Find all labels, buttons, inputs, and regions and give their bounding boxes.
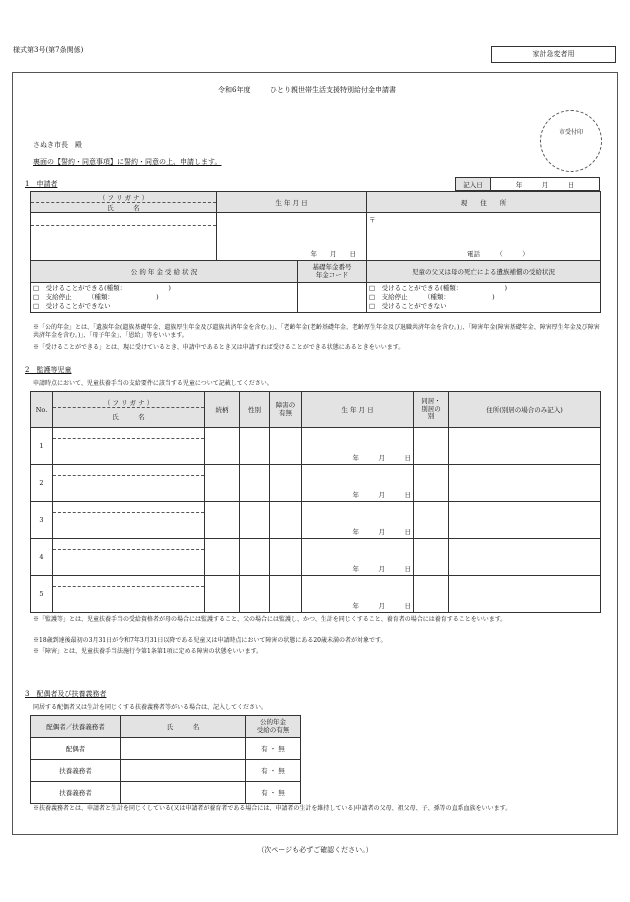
dependents-table <box>30 715 301 804</box>
sex-field[interactable] <box>240 576 270 613</box>
entry-date-label: 記入日 <box>456 178 491 191</box>
section1-note2: ※「受けることができる」とは、現に受けているとき、申請中であるとき又は申請すれば受けることができる状態にあるときをいいます。 <box>33 344 405 351</box>
section2-note1: ※「監護等」とは、児童扶養手当の受給資格者が母の場合には監護すること、父の場合には監護し、かつ、生計を同じくすること、養育者の場合には養育することをいいます。 <box>33 616 507 623</box>
pension-code-field[interactable] <box>298 283 367 313</box>
applicant-address-field[interactable] <box>367 213 601 261</box>
child-name-field[interactable] <box>53 539 205 576</box>
col-dob: 生 年 月 日 <box>302 392 414 428</box>
disability-field[interactable] <box>270 428 302 465</box>
section1-note1: ※「公的年金」とは、「遺族年金(遺族基礎年金、遺族厚生年金及び遺族共済年金を含む。)」、「老齢年金(老齢基礎年金、老齢厚生年金及び退職共済年金を含む。)」、「障害年金(障害基礎年金、障害厚生年金及び障害共済年金を含む。)」、「母子年金」、「恩給」等をいいます。 <box>33 324 600 339</box>
furigana-header: （ フ リ ガ ナ ） <box>31 193 216 203</box>
address-header: 現 住 所 <box>367 192 601 213</box>
section3-intro: 同居する配偶者又は生計を同じくする扶養義務者等がいる場合は、記入してください。 <box>33 704 268 711</box>
row-number: 5 <box>31 576 53 613</box>
page-title: ひとり親世帯生活支援特別給付金申請書 <box>270 86 396 94</box>
table-row <box>31 502 601 539</box>
children-table <box>30 391 601 613</box>
col-cohabitation: 同居・ 別居の 別 <box>414 392 449 428</box>
child-address-field[interactable] <box>449 576 601 613</box>
relation-field[interactable] <box>205 465 240 502</box>
child-dob-field[interactable]: 年 月 日 <box>302 465 414 502</box>
pension-yes-no[interactable]: 有 ・ 無 <box>246 782 301 804</box>
child-dob-field[interactable]: 年 月 日 <box>302 502 414 539</box>
child-address-field[interactable] <box>449 428 601 465</box>
col-relationship: 配偶者／扶養義務者 <box>31 716 121 738</box>
child-address-field[interactable] <box>449 502 601 539</box>
section3-heading: 3 配偶者及び扶養義務者 <box>25 690 107 698</box>
relation-field[interactable] <box>205 576 240 613</box>
disability-field[interactable] <box>270 465 302 502</box>
entry-date-field[interactable]: 年 月 日 <box>491 178 600 191</box>
table-row <box>31 428 601 465</box>
pension-yes-no[interactable]: 有 ・ 無 <box>246 738 301 760</box>
pension-status-header: 公 的 年 金 受 給 状 況 <box>31 261 298 283</box>
pension-option-cannot-receive[interactable]: □ 受けることができない <box>33 302 111 311</box>
table-row <box>31 539 601 576</box>
section1-heading: 1 申請者 <box>25 180 58 188</box>
bereavement-option-cannot-receive[interactable]: □ 受けることができない <box>369 302 447 311</box>
row-number: 4 <box>31 539 53 576</box>
col-dependent-name: 氏 名 <box>121 716 246 738</box>
child-address-field[interactable] <box>449 465 601 502</box>
dependent-name-field[interactable] <box>121 760 246 782</box>
child-name-field[interactable] <box>53 428 205 465</box>
relation-field[interactable] <box>205 428 240 465</box>
sex-field[interactable] <box>240 465 270 502</box>
dob-header: 生 年 月 日 <box>217 192 367 213</box>
child-dob-field[interactable]: 年 月 日 <box>302 576 414 613</box>
cohabitation-field[interactable] <box>414 576 449 613</box>
bereavement-option-suspended[interactable]: □ 支給停止 （種類： ) <box>369 292 495 301</box>
col-no: No. <box>31 392 53 428</box>
col-relation: 続柄 <box>205 392 240 428</box>
table-row <box>31 782 301 804</box>
postal-mark: 〒 <box>369 216 376 224</box>
child-dob-field[interactable]: 年 月 日 <box>302 428 414 465</box>
cohabitation-field[interactable] <box>414 428 449 465</box>
pension-option-suspended[interactable]: □ 支給停止 （種類： ) <box>33 292 159 301</box>
disability-field[interactable] <box>270 502 302 539</box>
reception-stamp: 市受付印 <box>540 110 602 172</box>
table-row <box>31 465 601 502</box>
entry-date-table <box>455 177 600 191</box>
section2-note2: ※18歳到達後最初の3月31日が令和7年3月31日以降である児童又は申請時点において障害の状態にある20歳未満の者が対象です。 <box>33 637 387 644</box>
pension-code-header: 基礎年金番号 年金コード <box>298 261 367 283</box>
section2-heading: 2 監護等児童 <box>25 366 72 374</box>
applicant-dob-field[interactable]: 年 月 日 <box>217 213 367 261</box>
col-address: 住所(別居の場合のみ記入) <box>449 392 601 428</box>
row-number: 1 <box>31 428 53 465</box>
name-header: 氏 名 <box>107 203 140 212</box>
pension-yes-no[interactable]: 有 ・ 無 <box>246 760 301 782</box>
child-address-field[interactable] <box>449 539 601 576</box>
disability-field[interactable] <box>270 576 302 613</box>
dependent-name-field[interactable] <box>121 782 246 804</box>
sex-field[interactable] <box>240 502 270 539</box>
section3-note: ※扶養義務者とは、申請者と生計を同じくしている(又は申請者が養育者である場合には、申請者の生計を維持している)申請者の父母、祖父母、子、孫等の直系血族をいいます。 <box>33 805 512 812</box>
child-name-header: 氏 名 <box>112 413 145 421</box>
child-name-field[interactable] <box>53 465 205 502</box>
bereavement-header: 児童の父又は母の死亡による遺族補償の受給状況 <box>367 261 601 283</box>
pledge-text: 裏面の【誓約・同意事項】に誓約・同意の上、申請します。 <box>33 158 222 166</box>
sex-field[interactable] <box>240 539 270 576</box>
section2-intro: 申請時点において、児童扶養手当の支給要件に該当する児童について記載してください。 <box>33 380 273 387</box>
dependent-name-field[interactable] <box>121 738 246 760</box>
section2-note3: ※「障害」とは、児童扶養手当法施行令第1条第1項に定める障害の状態をいいます。 <box>33 648 263 655</box>
col-disability: 障害の 有無 <box>270 392 302 428</box>
child-furigana-header: （ フ リ ガ ナ ） <box>53 398 204 408</box>
child-dob-field[interactable]: 年 月 日 <box>302 539 414 576</box>
col-sex: 性別 <box>240 392 270 428</box>
bereavement-option-can-receive[interactable]: □ 受けることができる(種類： ) <box>369 283 507 292</box>
relation-field[interactable] <box>205 539 240 576</box>
category-badge: 家計急変者用 <box>491 46 616 63</box>
addressee: さぬき市長 殿 <box>33 141 82 149</box>
table-row <box>31 738 301 760</box>
relationship-label: 配偶者 <box>31 738 121 760</box>
applicant-table <box>30 191 601 313</box>
row-number: 2 <box>31 465 53 502</box>
footer-note: （次ページも必ずご確認ください。） <box>257 846 373 854</box>
relation-field[interactable] <box>205 502 240 539</box>
disability-field[interactable] <box>270 539 302 576</box>
bereavement-options[interactable] <box>367 283 601 313</box>
relationship-label: 扶養義務者 <box>31 760 121 782</box>
child-name-field[interactable] <box>53 576 205 613</box>
cohabitation-field[interactable] <box>414 465 449 502</box>
title-year: 令和6年度 <box>218 86 251 94</box>
phone-field[interactable]: 電話 （ ） <box>467 250 529 258</box>
sex-field[interactable] <box>240 428 270 465</box>
form-number: 様式第3号(第7条関係) <box>13 46 84 54</box>
table-row <box>31 576 601 613</box>
child-name-field[interactable] <box>53 502 205 539</box>
relationship-label: 扶養義務者 <box>31 782 121 804</box>
col-pension-receipt: 公的年金 受給の有無 <box>246 716 301 738</box>
pension-options[interactable] <box>31 283 298 313</box>
cohabitation-field[interactable] <box>414 539 449 576</box>
cohabitation-field[interactable] <box>414 502 449 539</box>
row-number: 3 <box>31 502 53 539</box>
applicant-name-field[interactable] <box>31 213 217 261</box>
pension-option-can-receive[interactable]: □ 受けることができる(種類： ) <box>33 283 171 292</box>
table-row <box>31 760 301 782</box>
